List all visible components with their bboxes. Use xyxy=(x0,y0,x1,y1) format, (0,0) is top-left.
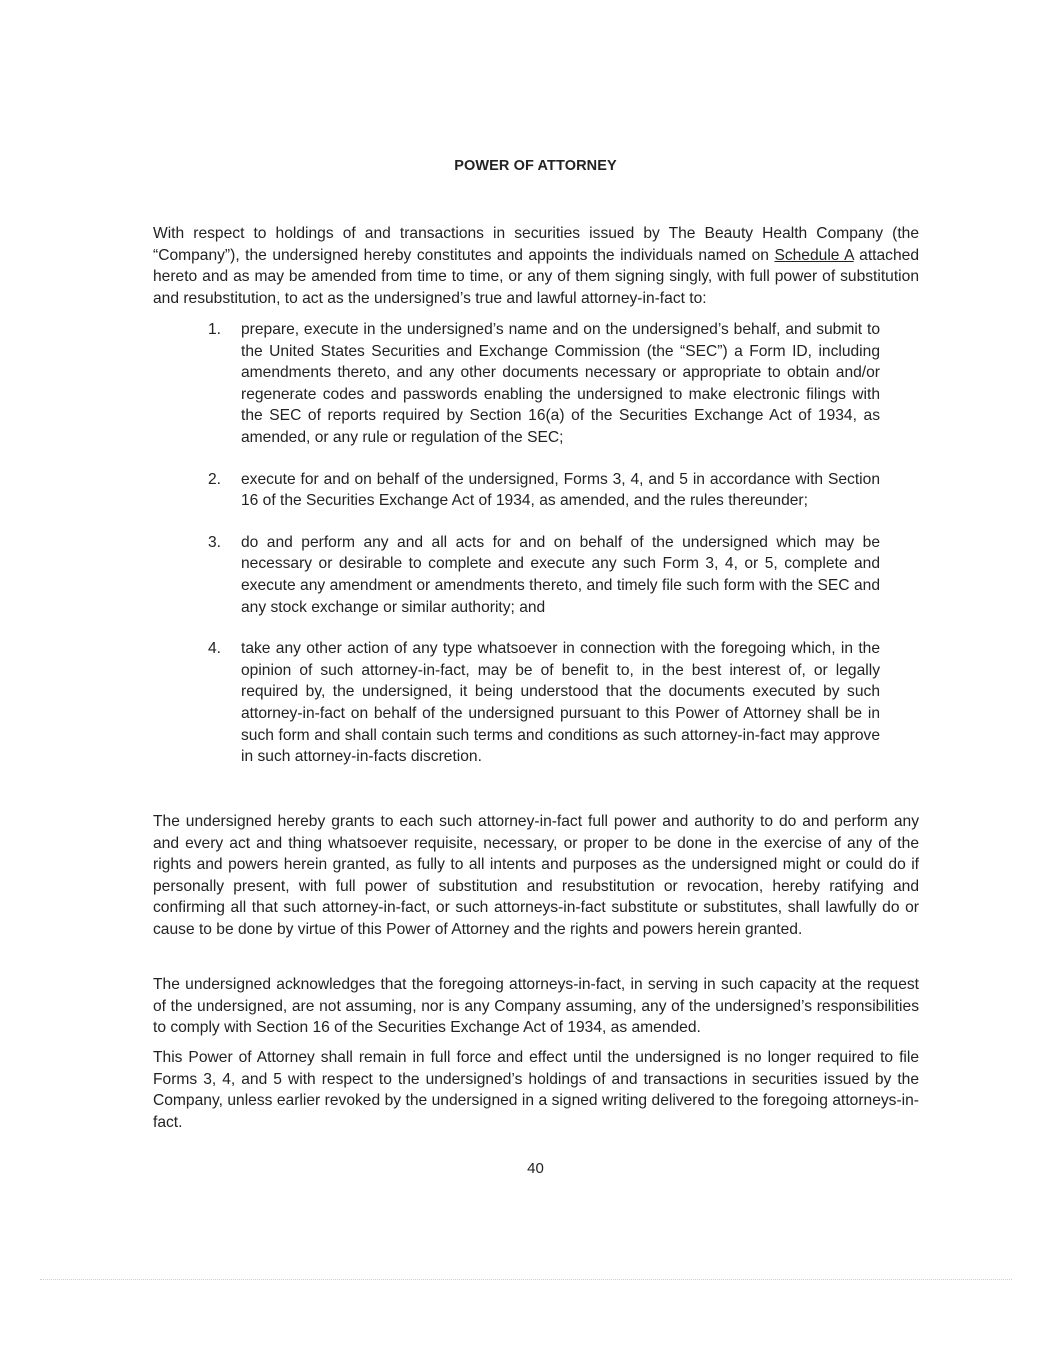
list-item-text: do and perform any and all acts for and on behalf of the undersigned which may be necessary or desirable to complete and execute any such Form 3, 4, or 5, complete and execute any amendment or amendments thereto, and timely file such form with the SEC and any stock exchange or similar authority; and xyxy=(241,533,880,616)
list-item-number: 4. xyxy=(208,640,222,658)
list-item-number: 3. xyxy=(208,533,222,551)
list-item-number: 1. xyxy=(208,321,222,338)
intro-text-start: With respect to holdings of and transactions in securities issued by The Beauty Health Company (the “Company”), the undersigned hereby constitutes and appoints the individuals named on xyxy=(153,225,919,264)
list-item-number: 2. xyxy=(208,470,222,488)
list-item-text: take any other action of any type whatsoever in connection with the foregoing which, in the opinion of such attorney-in-fact, may be of benefit to, in the best interest of, or legally required by, the undersigned, it being understood that the documents executed by such attorney-in-fact on behalf of the undersigned pursuant to this Power of Attorney shall be in such form and shall contain such terms and conditions as such attorney-in-fact may approve in such attorney-in-facts discretion. xyxy=(241,640,880,766)
list-item-text: execute for and on behalf of the undersigned, Forms 3, 4, and 5 in accordance with Section 16 of the Securities Exchange Act of 1934, as amended, and the rules thereunder; xyxy=(241,470,880,510)
duration-paragraph: This Power of Attorney shall remain in full force and effect until the undersigned is no longer required to file Forms 3, 4, and 5 with respect to the undersigned’s holdings of and transactions in securities issued by the Company, unless earlier revoked by the undersigned in a signed writing delivered to the foregoing attorneys-in-fact. xyxy=(153,1049,919,1131)
intro-paragraph xyxy=(153,223,919,309)
list-item xyxy=(208,319,880,449)
intro-text-end: attached hereto and as may be amended from time to time, or any of them signing singly, with full power of substitution and resubstitution, to act as the undersigned’s true and lawful attorney-in-fact to: xyxy=(153,246,919,307)
schedule-a-reference: Schedule A xyxy=(774,246,854,264)
page-number: 40 xyxy=(527,1160,544,1177)
powers-list xyxy=(208,319,880,768)
list-item xyxy=(208,638,880,768)
acknowledgement-paragraph: The undersigned acknowledges that the foregoing attorneys-in-fact, in serving in such capacity at the request of the undersigned, are not assuming, nor is any Company assuming, any of the undersigned’s responsibilities to comply with Section 16 of the Securities Exchange Act of 1934, as amended. xyxy=(153,976,919,1037)
document-title: POWER OF ATTORNEY xyxy=(454,158,617,174)
scan-artifact-divider xyxy=(40,1279,1012,1280)
list-item xyxy=(208,469,880,512)
grant-paragraph: The undersigned hereby grants to each such attorney-in-fact full power and authority to do and perform any and every act and thing whatsoever requisite, necessary, or proper to be done in the exercise of any of the rights and powers herein granted, as fully to all intents and purposes as the undersigned might or could do if personally present, with full power of substitution and resubstitution or revocation, hereby ratifying and confirming all that such attorney-in-fact, or such attorneys-in-fact substitute or substitutes, shall lawfully do or cause to be done by virtue of this Power of Attorney and the rights and powers herein granted. xyxy=(153,813,919,938)
list-item xyxy=(208,532,880,618)
list-item-text: prepare, execute in the undersigned’s name and on the undersigned’s behalf, and submit to the United States Securities and Exchange Commission (the “SEC”) a Form ID, including amendments thereto, and any other documents necessary or appropriate to obtain and/or regenerate codes and passwords enabling the undersigned to make electronic filings with the SEC of reports required by Section 16(a) of the Securities Exchange Act of 1934, as amended, or any rule or regulation of the SEC; xyxy=(241,321,880,446)
